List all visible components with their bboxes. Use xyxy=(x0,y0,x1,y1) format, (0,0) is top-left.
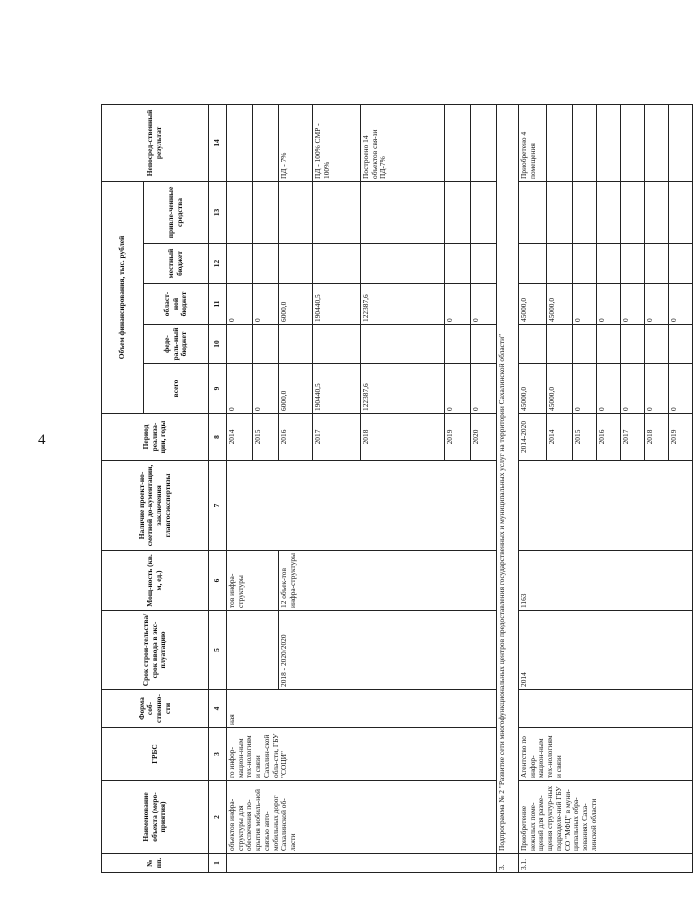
cell-federal xyxy=(669,325,693,364)
cell-regional: 0 xyxy=(253,284,279,325)
col-number: 3 xyxy=(209,728,227,781)
cell-total: 0 xyxy=(445,364,471,414)
cell-federal xyxy=(227,325,253,364)
rotated-table-container xyxy=(101,105,678,873)
cell-result xyxy=(547,104,573,181)
cell-federal xyxy=(445,325,471,364)
col-number: 14 xyxy=(209,104,227,181)
header-attracted: привле-ченные средства xyxy=(144,181,209,243)
cell-year: 2015 xyxy=(573,414,597,461)
cell-year: 2016 xyxy=(279,414,313,461)
cell-local xyxy=(471,244,497,284)
cell-total: 0 xyxy=(645,364,669,414)
cell-design-docs xyxy=(519,461,693,551)
cell-year: 2019 xyxy=(669,414,693,461)
cell-result xyxy=(445,104,471,181)
header-name: Наименование объекта (меро-приятия) xyxy=(102,781,209,854)
cell-local xyxy=(253,244,279,284)
cell-result xyxy=(253,104,279,181)
cell-federal xyxy=(519,325,547,364)
cell-result xyxy=(597,104,621,181)
cell-local xyxy=(445,244,471,284)
cell-attracted xyxy=(313,181,361,243)
cell-ownership xyxy=(519,690,693,728)
cell-regional: 0 xyxy=(597,284,621,325)
page-number: 4 xyxy=(38,432,46,448)
cell-local xyxy=(519,244,547,284)
cell-year: 2017 xyxy=(313,414,361,461)
cell-object-name: объектов инфра-структуры для обеспечения по-крытия мобиль-ной связью авто-мобильных дорог Сахалинской об-ласти xyxy=(227,781,497,854)
col-number: 13 xyxy=(209,181,227,243)
cell-total: 6000,0 xyxy=(279,364,313,414)
cell-local xyxy=(669,244,693,284)
cell-result xyxy=(621,104,645,181)
cell-total: 190440,5 xyxy=(313,364,361,414)
cell-year: 2014-2020 xyxy=(519,414,547,461)
cell-attracted xyxy=(445,181,471,243)
cell-year: 2018 xyxy=(645,414,669,461)
cell-local xyxy=(361,244,445,284)
cell-year: 2014 xyxy=(227,414,253,461)
cell-result: Построено 14 объектов свя-зи ПД-7% xyxy=(361,104,445,181)
cell-attracted xyxy=(253,181,279,243)
cell-result xyxy=(669,104,693,181)
cell-result xyxy=(471,104,497,181)
col-number: 2 xyxy=(209,781,227,854)
cell-regional: 0 xyxy=(227,284,253,325)
subprogram-row xyxy=(497,104,519,872)
cell-federal xyxy=(621,325,645,364)
col-number: 8 xyxy=(209,414,227,461)
cell-federal xyxy=(597,325,621,364)
cell-federal xyxy=(573,325,597,364)
cell-regional: 45000,0 xyxy=(547,284,573,325)
cell-regional: 0 xyxy=(471,284,497,325)
cell-local xyxy=(645,244,669,284)
header-local: местный бюджет xyxy=(144,244,209,284)
cell-total: 0 xyxy=(597,364,621,414)
cell-total: 0 xyxy=(471,364,497,414)
cell-federal xyxy=(313,325,361,364)
cell-attracted xyxy=(645,181,669,243)
column-numbers-row xyxy=(209,104,227,872)
col-number: 5 xyxy=(209,611,227,690)
col-number: 12 xyxy=(209,244,227,284)
cell-local xyxy=(279,244,313,284)
cell-local xyxy=(547,244,573,284)
cell-local xyxy=(227,244,253,284)
subprogram-title: Подпрограмма № 2 "Развитие сети многофункциональных центров предоставления государственных и муниципальных услуг на территории Сахалинской области" xyxy=(497,104,519,853)
cell-year: 2020 xyxy=(471,414,497,461)
cell-term xyxy=(227,611,279,690)
col-number: 11 xyxy=(209,284,227,325)
cell-power: 1163 xyxy=(519,551,693,611)
header-regional: област-ной бюджет xyxy=(144,284,209,325)
cell-regional: 0 xyxy=(445,284,471,325)
cell-local xyxy=(621,244,645,284)
cell-regional: 0 xyxy=(645,284,669,325)
cell-power: тов инфра-структуры xyxy=(227,551,279,611)
cell-regional: 45000,0 xyxy=(519,284,547,325)
table-row xyxy=(227,104,253,872)
cell-attracted xyxy=(547,181,573,243)
cell-result xyxy=(573,104,597,181)
cell-total: 0 xyxy=(573,364,597,414)
cell-year: 2017 xyxy=(621,414,645,461)
cell-regional: 0 xyxy=(621,284,645,325)
cell-federal xyxy=(279,325,313,364)
cell-attracted xyxy=(519,181,547,243)
cell-regional: 0 xyxy=(669,284,693,325)
header-no: № пп. xyxy=(102,854,209,873)
cell-year: 2014 xyxy=(547,414,573,461)
cell-term: 2014 xyxy=(519,611,693,690)
cell-total: 45000,0 xyxy=(547,364,573,414)
col-number: 1 xyxy=(209,854,227,873)
col-number: 6 xyxy=(209,551,227,611)
col-number: 4 xyxy=(209,690,227,728)
header-grbs: ГРБС xyxy=(102,728,209,781)
cell-total: 0 xyxy=(227,364,253,414)
cell-federal xyxy=(471,325,497,364)
cell-federal xyxy=(547,325,573,364)
cell-result: Приобретено 4 помещения xyxy=(519,104,547,181)
col-number: 10 xyxy=(209,325,227,364)
cell-design-docs xyxy=(227,461,497,551)
header-power: Мощ-ность (кв. м, ед.) xyxy=(102,551,209,611)
cell-regional: 6000,0 xyxy=(279,284,313,325)
cell-local xyxy=(313,244,361,284)
cell-result xyxy=(227,104,253,181)
header-total: всего xyxy=(144,364,209,414)
cell-year: 2018 xyxy=(361,414,445,461)
cell-year: 2015 xyxy=(253,414,279,461)
cell-local xyxy=(597,244,621,284)
header-result: Непосред-ственный результат xyxy=(102,104,209,181)
cell-ownership: ная xyxy=(227,690,497,728)
cell-no xyxy=(227,854,497,873)
cell-year: 2016 xyxy=(597,414,621,461)
col-number: 9 xyxy=(209,364,227,414)
cell-federal xyxy=(253,325,279,364)
cell-total: 0 xyxy=(621,364,645,414)
cell-federal xyxy=(645,325,669,364)
header-finance: Объем финансирования, тыс. рублей xyxy=(102,181,144,413)
cell-total: 122387,6 xyxy=(361,364,445,414)
cell-regional: 122387,6 xyxy=(361,284,445,325)
header-federal: феде-раль-ный бюджет xyxy=(144,325,209,364)
cell-total: 0 xyxy=(253,364,279,414)
cell-federal xyxy=(361,325,445,364)
cell-attracted xyxy=(279,181,313,243)
cell-year: 2019 xyxy=(445,414,471,461)
cell-attracted xyxy=(471,181,497,243)
cell-attracted xyxy=(669,181,693,243)
cell-grbs: Агентство по инфор-мацион-ным тех-нологиям и связи xyxy=(519,728,693,781)
financing-table xyxy=(101,104,693,873)
cell-local xyxy=(573,244,597,284)
cell-attracted xyxy=(361,181,445,243)
cell-power: 12 объек-тов инфра-структуры xyxy=(279,551,497,611)
cell-regional: 0 xyxy=(573,284,597,325)
cell-no: 3.1. xyxy=(519,854,693,873)
cell-result xyxy=(645,104,669,181)
cell-total: 0 xyxy=(669,364,693,414)
cell-grbs: го инфор-мацион-ным тех-нологиям и связи Сахалин-ской обла-сти, ГБУ "СОЦИ" xyxy=(227,728,497,781)
cell-attracted xyxy=(597,181,621,243)
cell-result: ПД - 7% xyxy=(279,104,313,181)
table-row xyxy=(519,104,547,872)
cell-result: ПД - 100% СМР - 100% xyxy=(313,104,361,181)
header-design-docs: Наличие проект-но-сметной до-кументации, заключения главгосэкспертизы xyxy=(102,461,209,551)
subprogram-no: 3. xyxy=(497,854,519,873)
cell-total: 45000,0 xyxy=(519,364,547,414)
cell-term: 2018 - 2020/2020 xyxy=(279,611,497,690)
header-period: Период реализа-ции, годы xyxy=(102,414,209,461)
cell-object-name: Приобретение нежилых поме-щений для разме-щения структур-ных подразделе-ний ГБУ СО "МФЦ" в муни-ципальных обра-зованиях Саха-линской области xyxy=(519,781,693,854)
header-term: Срок строи-тельства/срок ввода в экс-плуатацию xyxy=(102,611,209,690)
header-ownership: Форма соб-ственно-сти xyxy=(102,690,209,728)
cell-attracted xyxy=(227,181,253,243)
cell-regional: 190440,5 xyxy=(313,284,361,325)
cell-attracted xyxy=(621,181,645,243)
cell-attracted xyxy=(573,181,597,243)
col-number: 7 xyxy=(209,461,227,551)
